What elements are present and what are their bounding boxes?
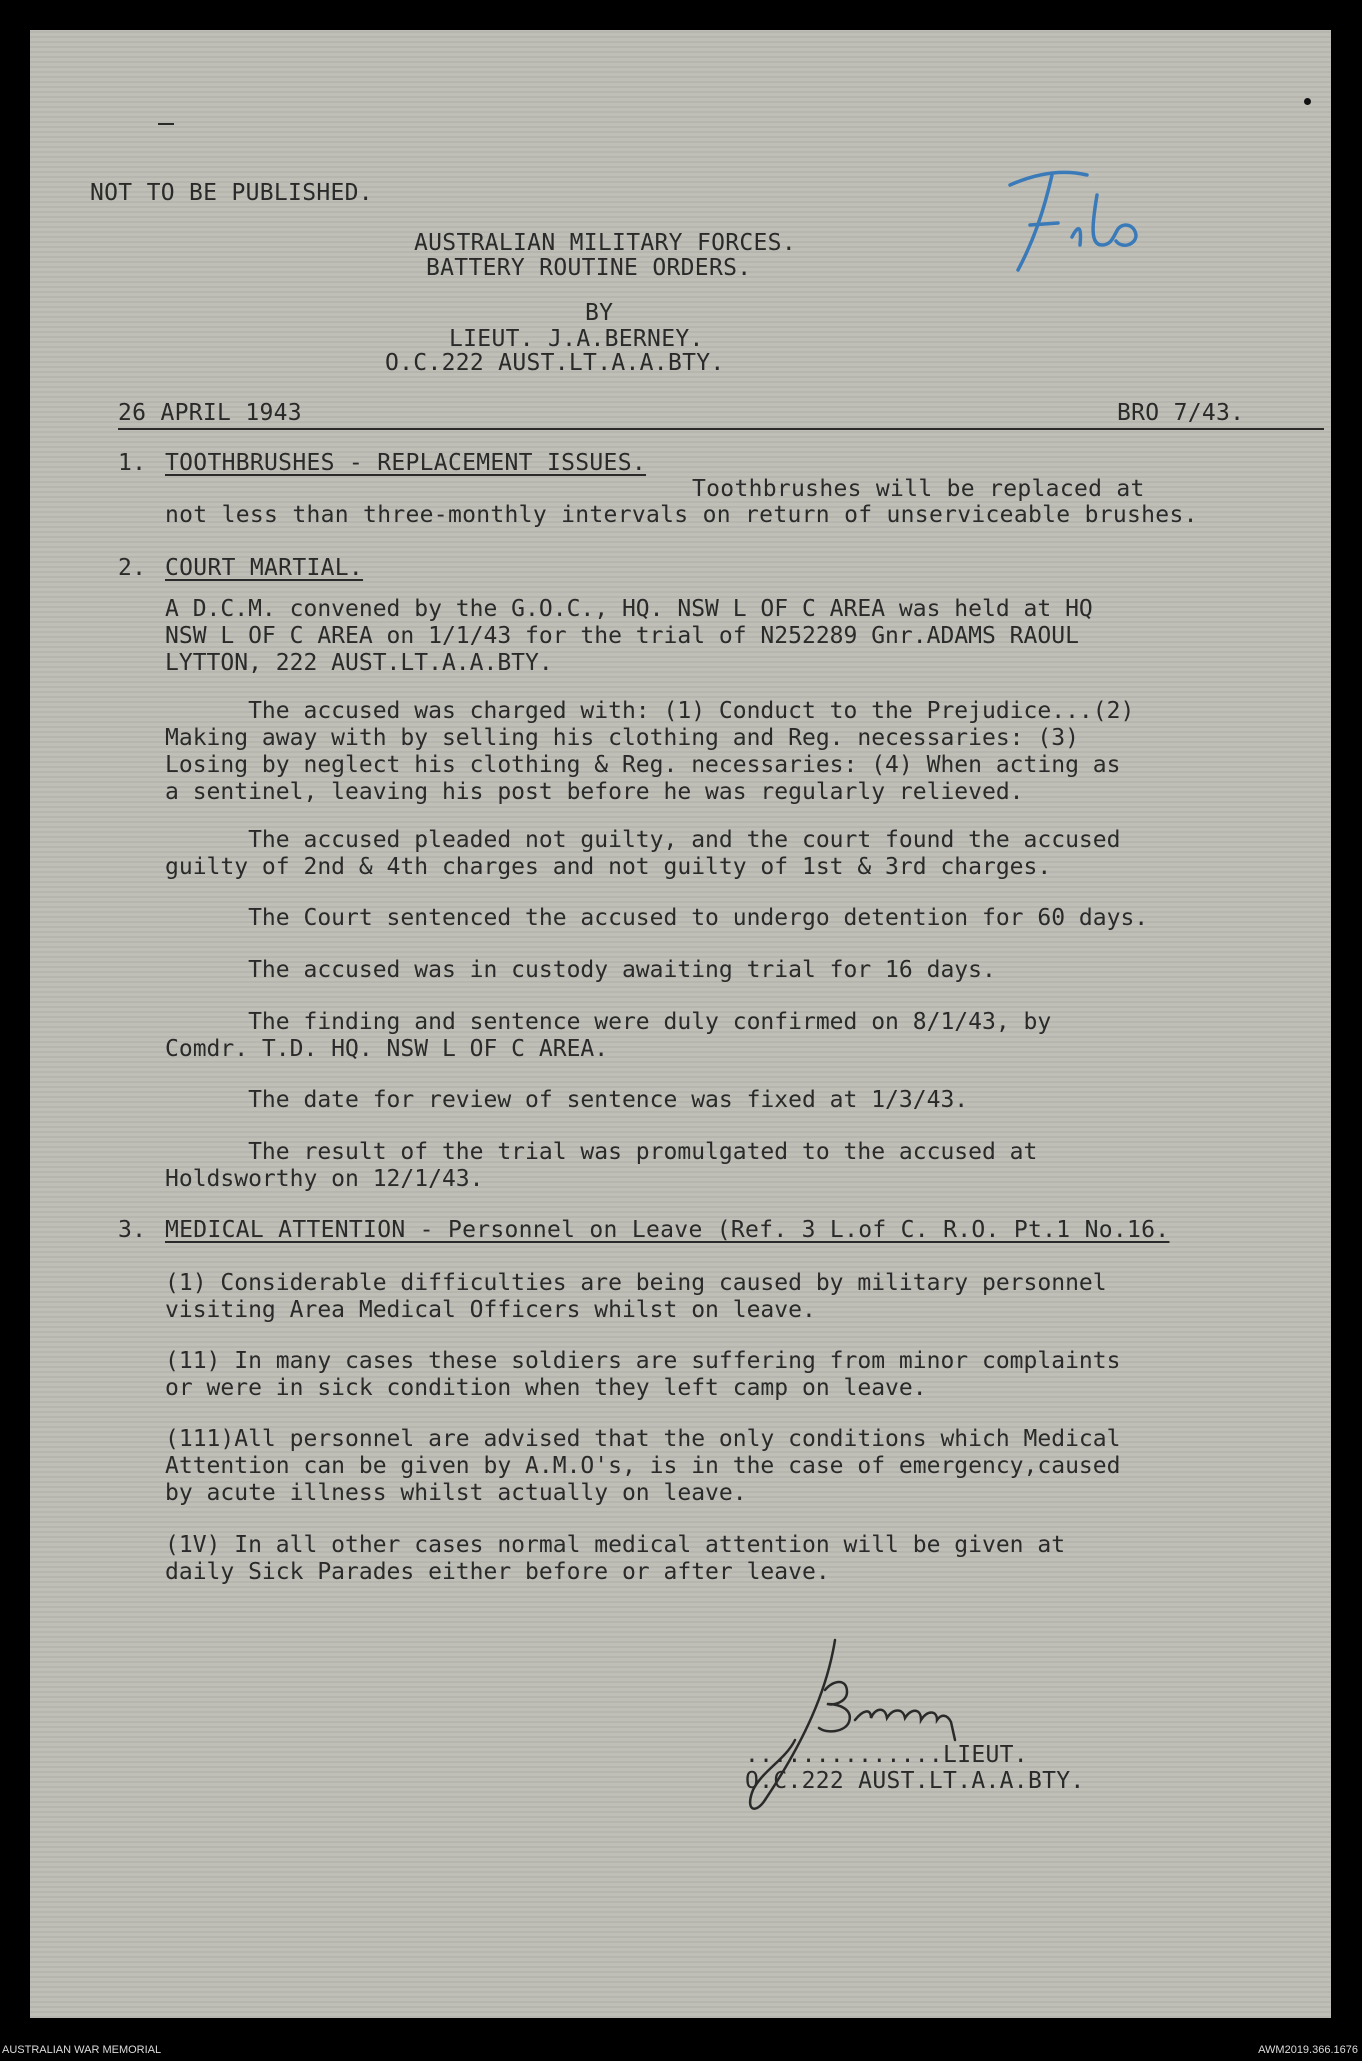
punch-mark xyxy=(1304,98,1311,105)
by-label: BY xyxy=(585,300,614,326)
text-line: Losing by neglect his clothing & Reg. necessaries: (4) When acting as xyxy=(165,752,1121,778)
court-paragraph-1 xyxy=(165,596,1093,677)
item-1-line-2: not less than three-monthly intervals on return of unserviceable brushes. xyxy=(165,502,1198,528)
text-line: The accused pleaded not guilty, and the court found the accused xyxy=(165,827,1121,853)
text-line: or were in sick condition when they left camp on leave. xyxy=(165,1375,927,1401)
court-paragraph-5 xyxy=(165,957,996,984)
item-heading-3: MEDICAL ATTENTION - Personnel on Leave (Ref. 3 L.of C. R.O. Pt.1 No.16. xyxy=(165,1217,1170,1243)
court-paragraph-4 xyxy=(165,905,1148,932)
text-line: A D.C.M. convened by the G.O.C., HQ. NSW L OF C AREA was held at HQ xyxy=(165,596,1093,622)
footer-source: AUSTRALIAN WAR MEMORIAL xyxy=(2,2044,162,2056)
text-line: daily Sick Parades either before or after leave. xyxy=(165,1559,830,1585)
text-line: (11) In many cases these soldiers are suffering from minor complaints xyxy=(165,1348,1121,1374)
header-rule xyxy=(118,428,1324,430)
text-line: The accused was charged with: (1) Conduct to the Prejudice...(2) xyxy=(165,698,1135,724)
court-paragraph-6 xyxy=(165,1009,1051,1063)
text-line: Attention can be given by A.M.O's, is in the case of emergency,caused xyxy=(165,1453,1121,1479)
item-number-2: 2. xyxy=(118,555,147,581)
medical-paragraph-2 xyxy=(165,1348,1120,1402)
footer-accession: AWM2019.366.1676 xyxy=(1258,2044,1358,2056)
text-line: NSW L OF C AREA on 1/1/43 for the trial of N252289 Gnr.ADAMS RAOUL xyxy=(165,623,1079,649)
text-line: The date for review of sentence was fixed at 1/3/43. xyxy=(165,1087,969,1113)
medical-paragraph-3 xyxy=(165,1426,1120,1507)
text-line: Making away with by selling his clothing and Reg. necessaries: (3) xyxy=(165,725,1079,751)
org-title: AUSTRALIAN MILITARY FORCES. xyxy=(414,230,796,256)
text-line: (1) Considerable difficulties are being caused by military personnel xyxy=(165,1270,1107,1296)
signature-rank-line: ..............LIEUT. xyxy=(745,1742,1028,1768)
officer-unit: O.C.222 AUST.LT.A.A.BTY. xyxy=(385,350,725,376)
text-line: The result of the trial was promulgated to the accused at xyxy=(165,1139,1038,1165)
court-paragraph-2 xyxy=(165,698,1134,806)
dash-mark xyxy=(158,123,174,125)
text-line: by acute illness whilst actually on leave. xyxy=(165,1480,747,1506)
text-line: visiting Area Medical Officers whilst on leave. xyxy=(165,1297,816,1323)
item-1-line-1: Toothbrushes will be replaced at xyxy=(692,476,1145,502)
medical-paragraph-1 xyxy=(165,1270,1107,1324)
file-annotation xyxy=(1002,145,1202,280)
court-paragraph-7 xyxy=(165,1087,968,1114)
item-heading-1: TOOTHBRUSHES - REPLACEMENT ISSUES. xyxy=(165,450,647,476)
orders-title: BATTERY ROUTINE ORDERS. xyxy=(426,255,752,281)
text-line: The accused was in custody awaiting trial for 16 days. xyxy=(165,957,996,983)
text-line: a sentinel, leaving his post before he was regularly relieved. xyxy=(165,779,1024,805)
text-line: Holdsworthy on 12/1/43. xyxy=(165,1166,484,1192)
item-number-3: 3. xyxy=(118,1217,147,1243)
handwritten-signature xyxy=(715,1630,1035,1830)
signature-unit: O.C.222 AUST.LT.A.A.BTY. xyxy=(745,1768,1085,1794)
officer-name: LIEUT. J.A.BERNEY. xyxy=(449,326,704,352)
medical-paragraph-4 xyxy=(165,1532,1065,1586)
item-heading-2: COURT MARTIAL. xyxy=(165,555,364,581)
order-ref: BRO 7/43. xyxy=(1117,400,1245,426)
text-line: The Court sentenced the accused to undergo detention for 60 days. xyxy=(165,905,1149,931)
text-line: (1V) In all other cases normal medical attention will be given at xyxy=(165,1532,1066,1558)
not-published-label: NOT TO BE PUBLISHED. xyxy=(90,180,373,206)
text-line: guilty of 2nd & 4th charges and not guilty of 1st & 3rd charges. xyxy=(165,854,1052,880)
text-line: (111)All personnel are advised that the only conditions which Medical xyxy=(165,1426,1121,1452)
document-page xyxy=(30,30,1331,2018)
text-line: The finding and sentence were duly confirmed on 8/1/43, by xyxy=(165,1009,1052,1035)
order-date: 26 APRIL 1943 xyxy=(118,400,302,426)
court-paragraph-3 xyxy=(165,827,1120,881)
text-line: Comdr. T.D. HQ. NSW L OF C AREA. xyxy=(165,1036,609,1062)
item-number-1: 1. xyxy=(118,450,147,476)
court-paragraph-8 xyxy=(165,1139,1037,1193)
text-line: LYTTON, 222 AUST.LT.A.A.BTY. xyxy=(165,650,553,676)
